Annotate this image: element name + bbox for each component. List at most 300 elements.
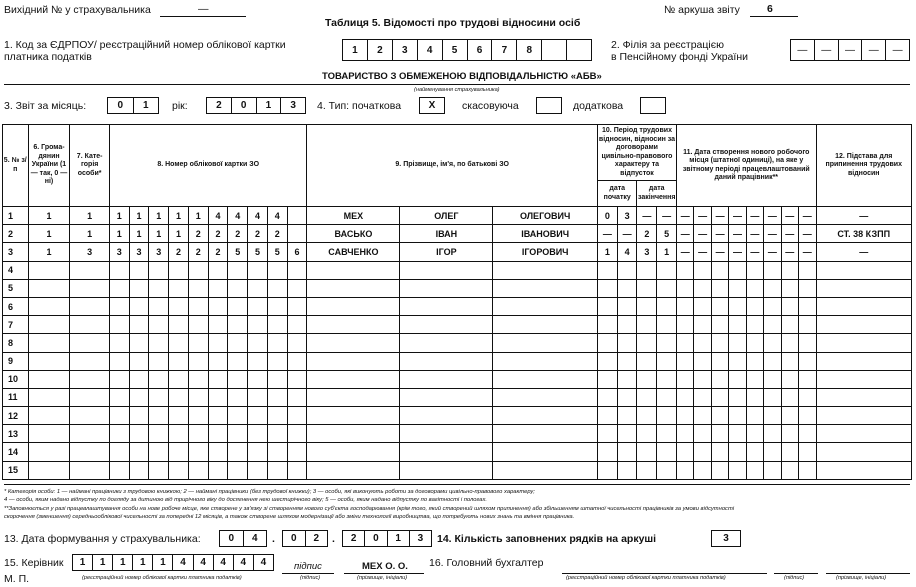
new-workplace-cell[interactable] xyxy=(781,279,798,297)
card-digit-cell[interactable] xyxy=(129,316,149,334)
card-digit-cell[interactable] xyxy=(129,443,149,461)
new-workplace-cell[interactable] xyxy=(677,443,694,461)
last-name-cell[interactable] xyxy=(307,443,400,461)
period-start-cell[interactable] xyxy=(617,425,637,443)
new-workplace-cell[interactable]: — xyxy=(729,207,746,225)
period-start-cell[interactable] xyxy=(617,316,637,334)
new-workplace-cell[interactable] xyxy=(781,316,798,334)
new-workplace-cell[interactable] xyxy=(746,297,763,315)
new-workplace-cell[interactable]: — xyxy=(746,243,763,261)
card-digit-cell[interactable] xyxy=(188,279,208,297)
period-end-cell[interactable] xyxy=(637,443,657,461)
card-digit-cell[interactable] xyxy=(267,261,287,279)
period-start-cell[interactable]: — xyxy=(617,225,637,243)
card-digit-cell[interactable] xyxy=(208,297,228,315)
middle-name-cell[interactable] xyxy=(493,316,598,334)
new-workplace-cell[interactable] xyxy=(798,407,816,425)
card-digit-cell[interactable] xyxy=(169,407,189,425)
card-digit-cell[interactable] xyxy=(149,261,169,279)
last-name-cell[interactable] xyxy=(307,261,400,279)
card-digit-cell[interactable] xyxy=(129,461,149,479)
card-digit-cell[interactable] xyxy=(228,461,248,479)
middle-name-cell[interactable]: ОЛЕГОВИЧ xyxy=(493,207,598,225)
new-workplace-cell[interactable] xyxy=(798,297,816,315)
period-start-cell[interactable] xyxy=(617,461,637,479)
citizen-cell[interactable] xyxy=(28,443,70,461)
category-cell[interactable] xyxy=(70,443,110,461)
first-name-cell[interactable] xyxy=(400,407,493,425)
new-workplace-cell[interactable]: — xyxy=(798,225,816,243)
card-digit-cell[interactable] xyxy=(169,388,189,406)
citizen-cell[interactable] xyxy=(28,279,70,297)
card-digit-cell[interactable] xyxy=(248,461,268,479)
report-month-cells[interactable] xyxy=(107,97,159,114)
citizen-cell[interactable]: 1 xyxy=(28,225,70,243)
new-workplace-cell[interactable] xyxy=(746,334,763,352)
termination-reason-cell[interactable] xyxy=(816,407,911,425)
card-digit-cell[interactable]: 2 xyxy=(169,243,189,261)
card-digit-cell[interactable] xyxy=(287,443,307,461)
first-name-cell[interactable]: ІГОР xyxy=(400,243,493,261)
new-workplace-cell[interactable] xyxy=(711,261,728,279)
card-digit-cell[interactable] xyxy=(208,425,228,443)
new-workplace-cell[interactable] xyxy=(729,334,746,352)
last-name-cell[interactable] xyxy=(307,297,400,315)
card-digit-cell[interactable] xyxy=(287,316,307,334)
new-workplace-cell[interactable] xyxy=(711,370,728,388)
period-start-cell[interactable] xyxy=(597,461,617,479)
new-workplace-cell[interactable] xyxy=(798,352,816,370)
new-workplace-cell[interactable]: — xyxy=(694,243,711,261)
category-cell[interactable]: 1 xyxy=(70,207,110,225)
middle-name-cell[interactable] xyxy=(493,279,598,297)
citizen-cell[interactable] xyxy=(28,388,70,406)
first-name-cell[interactable] xyxy=(400,334,493,352)
period-start-cell[interactable] xyxy=(617,388,637,406)
new-workplace-cell[interactable]: — xyxy=(694,207,711,225)
card-digit-cell[interactable] xyxy=(208,261,228,279)
card-digit-cell[interactable] xyxy=(228,261,248,279)
card-digit-cell[interactable] xyxy=(109,279,129,297)
card-digit-cell[interactable]: 3 xyxy=(109,243,129,261)
edrpou-code-cells[interactable] xyxy=(342,39,592,61)
period-start-cell[interactable] xyxy=(617,261,637,279)
period-start-cell[interactable] xyxy=(617,334,637,352)
new-workplace-cell[interactable]: — xyxy=(729,243,746,261)
new-workplace-cell[interactable] xyxy=(781,352,798,370)
new-workplace-cell[interactable]: — xyxy=(746,225,763,243)
last-name-cell[interactable] xyxy=(307,334,400,352)
row-number[interactable]: 7 xyxy=(3,316,29,334)
new-workplace-cell[interactable] xyxy=(781,297,798,315)
card-digit-cell[interactable] xyxy=(287,279,307,297)
last-name-cell[interactable] xyxy=(307,461,400,479)
citizen-cell[interactable] xyxy=(28,425,70,443)
card-digit-cell[interactable]: 1 xyxy=(149,207,169,225)
new-workplace-cell[interactable] xyxy=(781,334,798,352)
new-workplace-cell[interactable] xyxy=(746,370,763,388)
new-workplace-cell[interactable] xyxy=(746,279,763,297)
card-digit-cell[interactable] xyxy=(248,407,268,425)
middle-name-cell[interactable] xyxy=(493,388,598,406)
first-name-cell[interactable] xyxy=(400,461,493,479)
card-digit-cell[interactable] xyxy=(267,334,287,352)
middle-name-cell[interactable] xyxy=(493,261,598,279)
row-number[interactable]: 12 xyxy=(3,407,29,425)
period-end-cell[interactable] xyxy=(657,279,677,297)
middle-name-cell[interactable] xyxy=(493,352,598,370)
card-digit-cell[interactable]: 2 xyxy=(208,225,228,243)
formation-year-cells[interactable] xyxy=(342,530,432,547)
period-start-cell[interactable] xyxy=(597,297,617,315)
period-end-cell[interactable]: 5 xyxy=(657,225,677,243)
pension-fund-cells[interactable] xyxy=(790,39,910,61)
new-workplace-cell[interactable]: — xyxy=(764,243,781,261)
first-name-cell[interactable] xyxy=(400,443,493,461)
period-end-cell[interactable] xyxy=(637,425,657,443)
new-workplace-cell[interactable] xyxy=(798,370,816,388)
new-workplace-cell[interactable] xyxy=(781,407,798,425)
row-number[interactable]: 11 xyxy=(3,388,29,406)
new-workplace-cell[interactable] xyxy=(798,443,816,461)
new-workplace-cell[interactable]: — xyxy=(781,225,798,243)
new-workplace-cell[interactable] xyxy=(711,407,728,425)
period-end-cell[interactable]: 2 xyxy=(637,225,657,243)
card-digit-cell[interactable]: 3 xyxy=(129,243,149,261)
period-end-cell[interactable] xyxy=(637,334,657,352)
card-digit-cell[interactable] xyxy=(109,352,129,370)
new-workplace-cell[interactable]: — xyxy=(711,207,728,225)
new-workplace-cell[interactable] xyxy=(764,443,781,461)
row-number[interactable]: 9 xyxy=(3,352,29,370)
citizen-cell[interactable]: 1 xyxy=(28,243,70,261)
card-digit-cell[interactable] xyxy=(287,407,307,425)
period-end-cell[interactable] xyxy=(657,334,677,352)
card-digit-cell[interactable] xyxy=(248,425,268,443)
card-digit-cell[interactable]: 2 xyxy=(188,225,208,243)
new-workplace-cell[interactable] xyxy=(764,261,781,279)
new-workplace-cell[interactable] xyxy=(694,352,711,370)
card-digit-cell[interactable] xyxy=(149,370,169,388)
row-number[interactable]: 13 xyxy=(3,425,29,443)
card-digit-cell[interactable]: 1 xyxy=(149,225,169,243)
card-digit-cell[interactable]: 3 xyxy=(149,243,169,261)
card-digit-cell[interactable] xyxy=(188,370,208,388)
type-cancel-checkbox[interactable] xyxy=(536,97,562,114)
new-workplace-cell[interactable] xyxy=(729,388,746,406)
period-end-cell[interactable] xyxy=(637,352,657,370)
first-name-cell[interactable] xyxy=(400,352,493,370)
card-digit-cell[interactable] xyxy=(248,316,268,334)
new-workplace-cell[interactable]: — xyxy=(781,243,798,261)
type-additional-checkbox[interactable] xyxy=(640,97,666,114)
card-digit-cell[interactable] xyxy=(287,370,307,388)
card-digit-cell[interactable] xyxy=(109,388,129,406)
category-cell[interactable]: 3 xyxy=(70,243,110,261)
citizen-cell[interactable]: 1 xyxy=(28,207,70,225)
middle-name-cell[interactable] xyxy=(493,443,598,461)
category-cell[interactable] xyxy=(70,334,110,352)
card-digit-cell[interactable] xyxy=(208,334,228,352)
period-end-cell[interactable] xyxy=(657,316,677,334)
first-name-cell[interactable]: ОЛЕГ xyxy=(400,207,493,225)
card-digit-cell[interactable]: 5 xyxy=(267,243,287,261)
last-name-cell[interactable] xyxy=(307,279,400,297)
new-workplace-cell[interactable] xyxy=(694,334,711,352)
new-workplace-cell[interactable] xyxy=(711,425,728,443)
last-name-cell[interactable] xyxy=(307,316,400,334)
card-digit-cell[interactable] xyxy=(188,461,208,479)
card-digit-cell[interactable] xyxy=(228,297,248,315)
category-cell[interactable] xyxy=(70,316,110,334)
middle-name-cell[interactable] xyxy=(493,370,598,388)
sheet-number-value[interactable]: 6 xyxy=(767,3,773,15)
new-workplace-cell[interactable] xyxy=(764,388,781,406)
period-start-cell[interactable]: 3 xyxy=(617,207,637,225)
new-workplace-cell[interactable] xyxy=(798,425,816,443)
card-digit-cell[interactable]: 5 xyxy=(248,243,268,261)
card-digit-cell[interactable] xyxy=(129,261,149,279)
category-cell[interactable] xyxy=(70,461,110,479)
card-digit-cell[interactable]: 2 xyxy=(188,243,208,261)
period-start-cell[interactable] xyxy=(597,370,617,388)
new-workplace-cell[interactable] xyxy=(746,443,763,461)
new-workplace-cell[interactable] xyxy=(711,461,728,479)
new-workplace-cell[interactable] xyxy=(746,352,763,370)
card-digit-cell[interactable] xyxy=(169,352,189,370)
period-end-cell[interactable] xyxy=(657,425,677,443)
card-digit-cell[interactable] xyxy=(129,352,149,370)
new-workplace-cell[interactable] xyxy=(781,388,798,406)
new-workplace-cell[interactable] xyxy=(798,316,816,334)
card-digit-cell[interactable] xyxy=(208,388,228,406)
new-workplace-cell[interactable] xyxy=(764,279,781,297)
card-digit-cell[interactable] xyxy=(287,334,307,352)
card-digit-cell[interactable]: 4 xyxy=(248,207,268,225)
period-end-cell[interactable] xyxy=(657,261,677,279)
new-workplace-cell[interactable] xyxy=(694,370,711,388)
row-number[interactable]: 5 xyxy=(3,279,29,297)
row-number[interactable]: 6 xyxy=(3,297,29,315)
new-workplace-cell[interactable] xyxy=(694,279,711,297)
new-workplace-cell[interactable] xyxy=(781,370,798,388)
new-workplace-cell[interactable] xyxy=(729,279,746,297)
card-digit-cell[interactable] xyxy=(149,352,169,370)
card-digit-cell[interactable] xyxy=(149,316,169,334)
card-digit-cell[interactable] xyxy=(109,443,129,461)
category-cell[interactable] xyxy=(70,279,110,297)
card-digit-cell[interactable]: 1 xyxy=(129,225,149,243)
new-workplace-cell[interactable] xyxy=(798,334,816,352)
citizen-cell[interactable] xyxy=(28,370,70,388)
middle-name-cell[interactable]: ІГОРОВИЧ xyxy=(493,243,598,261)
new-workplace-cell[interactable] xyxy=(764,316,781,334)
card-digit-cell[interactable] xyxy=(149,279,169,297)
termination-reason-cell[interactable] xyxy=(816,443,911,461)
card-digit-cell[interactable] xyxy=(188,334,208,352)
new-workplace-cell[interactable] xyxy=(729,370,746,388)
outgoing-number-value[interactable]: — xyxy=(198,3,209,15)
termination-reason-cell[interactable] xyxy=(816,461,911,479)
new-workplace-cell[interactable] xyxy=(694,407,711,425)
termination-reason-cell[interactable] xyxy=(816,297,911,315)
termination-reason-cell[interactable]: — xyxy=(816,243,911,261)
card-digit-cell[interactable] xyxy=(248,352,268,370)
card-digit-cell[interactable] xyxy=(208,407,228,425)
period-start-cell[interactable]: 0 xyxy=(597,207,617,225)
row-number[interactable]: 15 xyxy=(3,461,29,479)
period-start-cell[interactable] xyxy=(597,352,617,370)
period-end-cell[interactable] xyxy=(637,297,657,315)
new-workplace-cell[interactable] xyxy=(798,461,816,479)
period-end-cell[interactable]: — xyxy=(657,207,677,225)
new-workplace-cell[interactable]: — xyxy=(694,225,711,243)
card-digit-cell[interactable] xyxy=(109,461,129,479)
card-digit-cell[interactable] xyxy=(169,261,189,279)
new-workplace-cell[interactable] xyxy=(677,370,694,388)
period-start-cell[interactable] xyxy=(617,443,637,461)
card-digit-cell[interactable] xyxy=(188,261,208,279)
card-digit-cell[interactable] xyxy=(228,443,248,461)
card-digit-cell[interactable] xyxy=(188,352,208,370)
formation-day-cells[interactable] xyxy=(219,530,267,547)
period-start-cell[interactable]: 1 xyxy=(597,243,617,261)
period-start-cell[interactable]: — xyxy=(597,225,617,243)
card-digit-cell[interactable] xyxy=(267,388,287,406)
period-start-cell[interactable] xyxy=(597,261,617,279)
new-workplace-cell[interactable]: — xyxy=(764,207,781,225)
termination-reason-cell[interactable] xyxy=(816,370,911,388)
middle-name-cell[interactable] xyxy=(493,334,598,352)
period-start-cell[interactable] xyxy=(597,425,617,443)
period-start-cell[interactable]: 4 xyxy=(617,243,637,261)
card-digit-cell[interactable] xyxy=(228,279,248,297)
card-digit-cell[interactable] xyxy=(228,388,248,406)
card-digit-cell[interactable] xyxy=(169,370,189,388)
period-end-cell[interactable] xyxy=(637,316,657,334)
new-workplace-cell[interactable] xyxy=(764,425,781,443)
new-workplace-cell[interactable] xyxy=(764,297,781,315)
citizen-cell[interactable] xyxy=(28,461,70,479)
new-workplace-cell[interactable]: — xyxy=(677,207,694,225)
new-workplace-cell[interactable]: — xyxy=(711,225,728,243)
card-digit-cell[interactable] xyxy=(267,461,287,479)
new-workplace-cell[interactable] xyxy=(711,279,728,297)
new-workplace-cell[interactable] xyxy=(729,316,746,334)
new-workplace-cell[interactable]: — xyxy=(764,225,781,243)
new-workplace-cell[interactable] xyxy=(746,261,763,279)
new-workplace-cell[interactable] xyxy=(729,407,746,425)
head-name[interactable]: МЕХ О. О. xyxy=(362,561,408,572)
card-digit-cell[interactable] xyxy=(188,297,208,315)
card-digit-cell[interactable] xyxy=(248,297,268,315)
period-start-cell[interactable] xyxy=(597,279,617,297)
citizen-cell[interactable] xyxy=(28,316,70,334)
first-name-cell[interactable] xyxy=(400,370,493,388)
last-name-cell[interactable]: САВЧЕНКО xyxy=(307,243,400,261)
period-end-cell[interactable] xyxy=(657,370,677,388)
new-workplace-cell[interactable] xyxy=(677,334,694,352)
middle-name-cell[interactable] xyxy=(493,297,598,315)
card-digit-cell[interactable] xyxy=(248,261,268,279)
new-workplace-cell[interactable] xyxy=(711,352,728,370)
termination-reason-cell[interactable] xyxy=(816,279,911,297)
first-name-cell[interactable] xyxy=(400,279,493,297)
new-workplace-cell[interactable] xyxy=(677,461,694,479)
last-name-cell[interactable] xyxy=(307,425,400,443)
new-workplace-cell[interactable] xyxy=(677,425,694,443)
middle-name-cell[interactable] xyxy=(493,425,598,443)
new-workplace-cell[interactable] xyxy=(729,461,746,479)
card-digit-cell[interactable] xyxy=(169,425,189,443)
card-digit-cell[interactable] xyxy=(267,316,287,334)
report-year-cells[interactable] xyxy=(206,97,306,114)
new-workplace-cell[interactable] xyxy=(781,261,798,279)
card-digit-cell[interactable] xyxy=(169,461,189,479)
new-workplace-cell[interactable] xyxy=(694,425,711,443)
card-digit-cell[interactable] xyxy=(169,443,189,461)
row-number[interactable]: 1 xyxy=(3,207,29,225)
first-name-cell[interactable] xyxy=(400,316,493,334)
card-digit-cell[interactable] xyxy=(208,443,228,461)
category-cell[interactable] xyxy=(70,388,110,406)
termination-reason-cell[interactable] xyxy=(816,316,911,334)
new-workplace-cell[interactable] xyxy=(729,261,746,279)
new-workplace-cell[interactable] xyxy=(798,261,816,279)
card-digit-cell[interactable] xyxy=(287,352,307,370)
period-start-cell[interactable] xyxy=(597,388,617,406)
new-workplace-cell[interactable] xyxy=(694,388,711,406)
category-cell[interactable] xyxy=(70,407,110,425)
card-digit-cell[interactable] xyxy=(109,425,129,443)
card-digit-cell[interactable] xyxy=(228,352,248,370)
card-digit-cell[interactable] xyxy=(129,297,149,315)
card-digit-cell[interactable]: 1 xyxy=(109,225,129,243)
new-workplace-cell[interactable] xyxy=(764,352,781,370)
new-workplace-cell[interactable] xyxy=(711,316,728,334)
card-digit-cell[interactable] xyxy=(109,316,129,334)
card-digit-cell[interactable] xyxy=(287,425,307,443)
period-start-cell[interactable] xyxy=(597,316,617,334)
card-digit-cell[interactable] xyxy=(129,388,149,406)
new-workplace-cell[interactable] xyxy=(781,461,798,479)
category-cell[interactable] xyxy=(70,370,110,388)
new-workplace-cell[interactable] xyxy=(746,316,763,334)
period-start-cell[interactable] xyxy=(617,279,637,297)
card-digit-cell[interactable] xyxy=(169,279,189,297)
card-digit-cell[interactable] xyxy=(188,443,208,461)
row-number[interactable]: 10 xyxy=(3,370,29,388)
card-digit-cell[interactable] xyxy=(208,461,228,479)
card-digit-cell[interactable] xyxy=(188,316,208,334)
period-end-cell[interactable] xyxy=(657,388,677,406)
new-workplace-cell[interactable]: — xyxy=(677,225,694,243)
period-end-cell[interactable] xyxy=(657,407,677,425)
card-digit-cell[interactable] xyxy=(149,407,169,425)
new-workplace-cell[interactable] xyxy=(694,261,711,279)
termination-reason-cell[interactable] xyxy=(816,352,911,370)
formation-month-cells[interactable] xyxy=(282,530,328,547)
new-workplace-cell[interactable] xyxy=(677,279,694,297)
head-card-cells[interactable] xyxy=(72,554,274,571)
last-name-cell[interactable] xyxy=(307,407,400,425)
new-workplace-cell[interactable] xyxy=(729,443,746,461)
new-workplace-cell[interactable] xyxy=(677,407,694,425)
card-digit-cell[interactable] xyxy=(169,297,189,315)
row-number[interactable]: 3 xyxy=(3,243,29,261)
period-end-cell[interactable] xyxy=(657,461,677,479)
new-workplace-cell[interactable]: — xyxy=(677,243,694,261)
